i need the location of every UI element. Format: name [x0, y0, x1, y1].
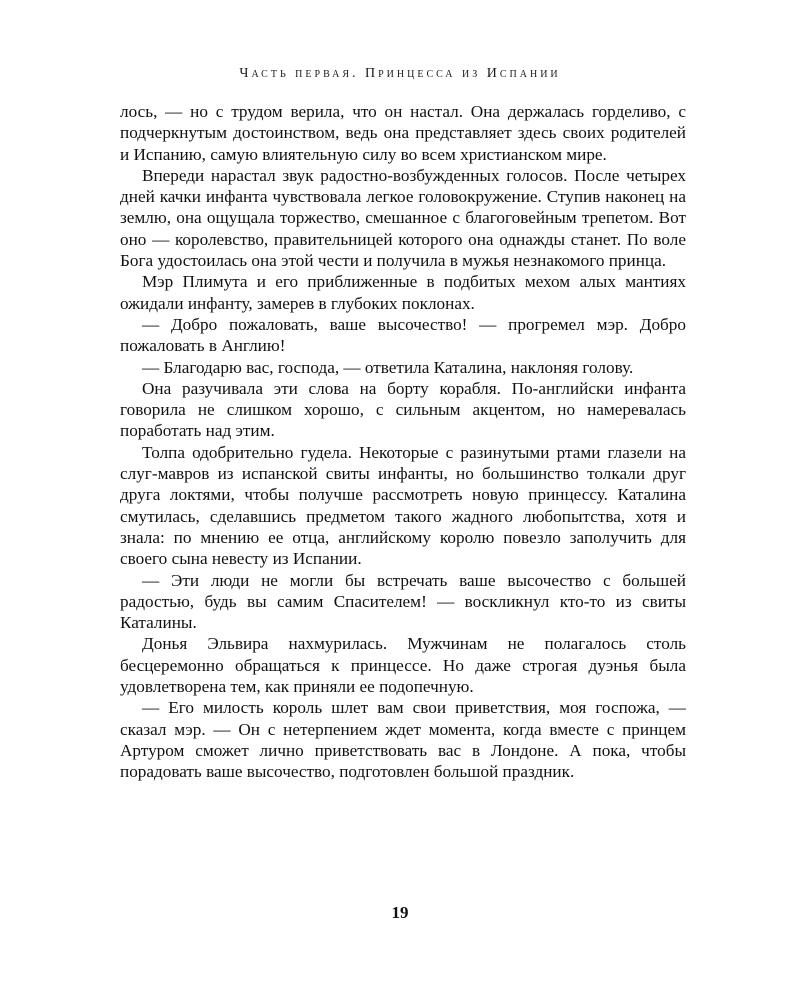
paragraph: лось, — но с трудом верила, что он настал. Она держалась горделиво, с подчеркнутым достоинством, ведь она представляет здесь своих родителей и Испанию, самую влиятельную силу во всем христианском мире.: [120, 102, 686, 164]
paragraph: — Добро пожаловать, ваше высочество! — прогремел мэр. Добро пожаловать в Англию!: [120, 314, 686, 356]
paragraph: Донья Эльвира нахмурилась. Мужчинам не полагалось столь бесцеремонно обращаться к принцессе. Но даже строгая дуэнья была удовлетворена тем, как приняли ее подопечную.: [120, 634, 686, 697]
paragraph: Впереди нарастал звук радостно-возбужденных голосов. После четырех дней качки инфанта чувствовала легкое головокружение. Ступив наконец на землю, она ощущала торжество, смешанное с благоговейным трепетом. Вот оно — королевство, правительницей которого она однажды станет. По воле Бога удостоилась она этой чести и получила в мужья незнакомого принца.: [120, 165, 686, 271]
paragraph: Она разучивала эти слова на борту корабля. По-английски инфанта говорила не слишком хорошо, с сильным акцентом, но намеревалась поработать над этим.: [120, 378, 686, 441]
paragraph: Мэр Плимута и его приближенные в подбитых мехом алых мантиях ожидали инфанту, замерев в глубоких поклонах.: [120, 272, 686, 313]
page-number: 19: [391, 903, 409, 922]
paragraph: Толпа одобрительно гудела. Некоторые с разинутыми ртами глазели на слуг-мавров из испанской свиты инфанты, но большинство толкали друг друга локтями, чтобы получше рассмотреть новую принцессу. Каталина смутилась, сделавшись предметом такого жадного любопытства, хотя и знала: по мнению ее отца, английскому королю повезло заполучить для своего сына невесту из Испании.: [120, 442, 686, 569]
paragraph: — Благодарю вас, господа, — ответила Каталина, наклоняя голову.: [142, 357, 634, 377]
paragraph: — Эти люди не могли бы встречать ваше высочество с большей радостью, будь вы самим Спасителем! — воскликнул кто-то из свиты Каталины.: [120, 570, 686, 633]
running-header: Часть первая. Принцесса из Испании: [239, 66, 561, 81]
paragraph: — Его милость король шлет вам свои приветствия, моя госпожа, — сказал мэр. — Он с нетерпением ждет момента, когда вместе с принцем Артуром сможет лично приветствовать вас в Лондоне. А пока, чтобы порадовать ваше высочество, подготовлен большой праздник.: [120, 698, 686, 782]
body-text: [120, 101, 686, 783]
